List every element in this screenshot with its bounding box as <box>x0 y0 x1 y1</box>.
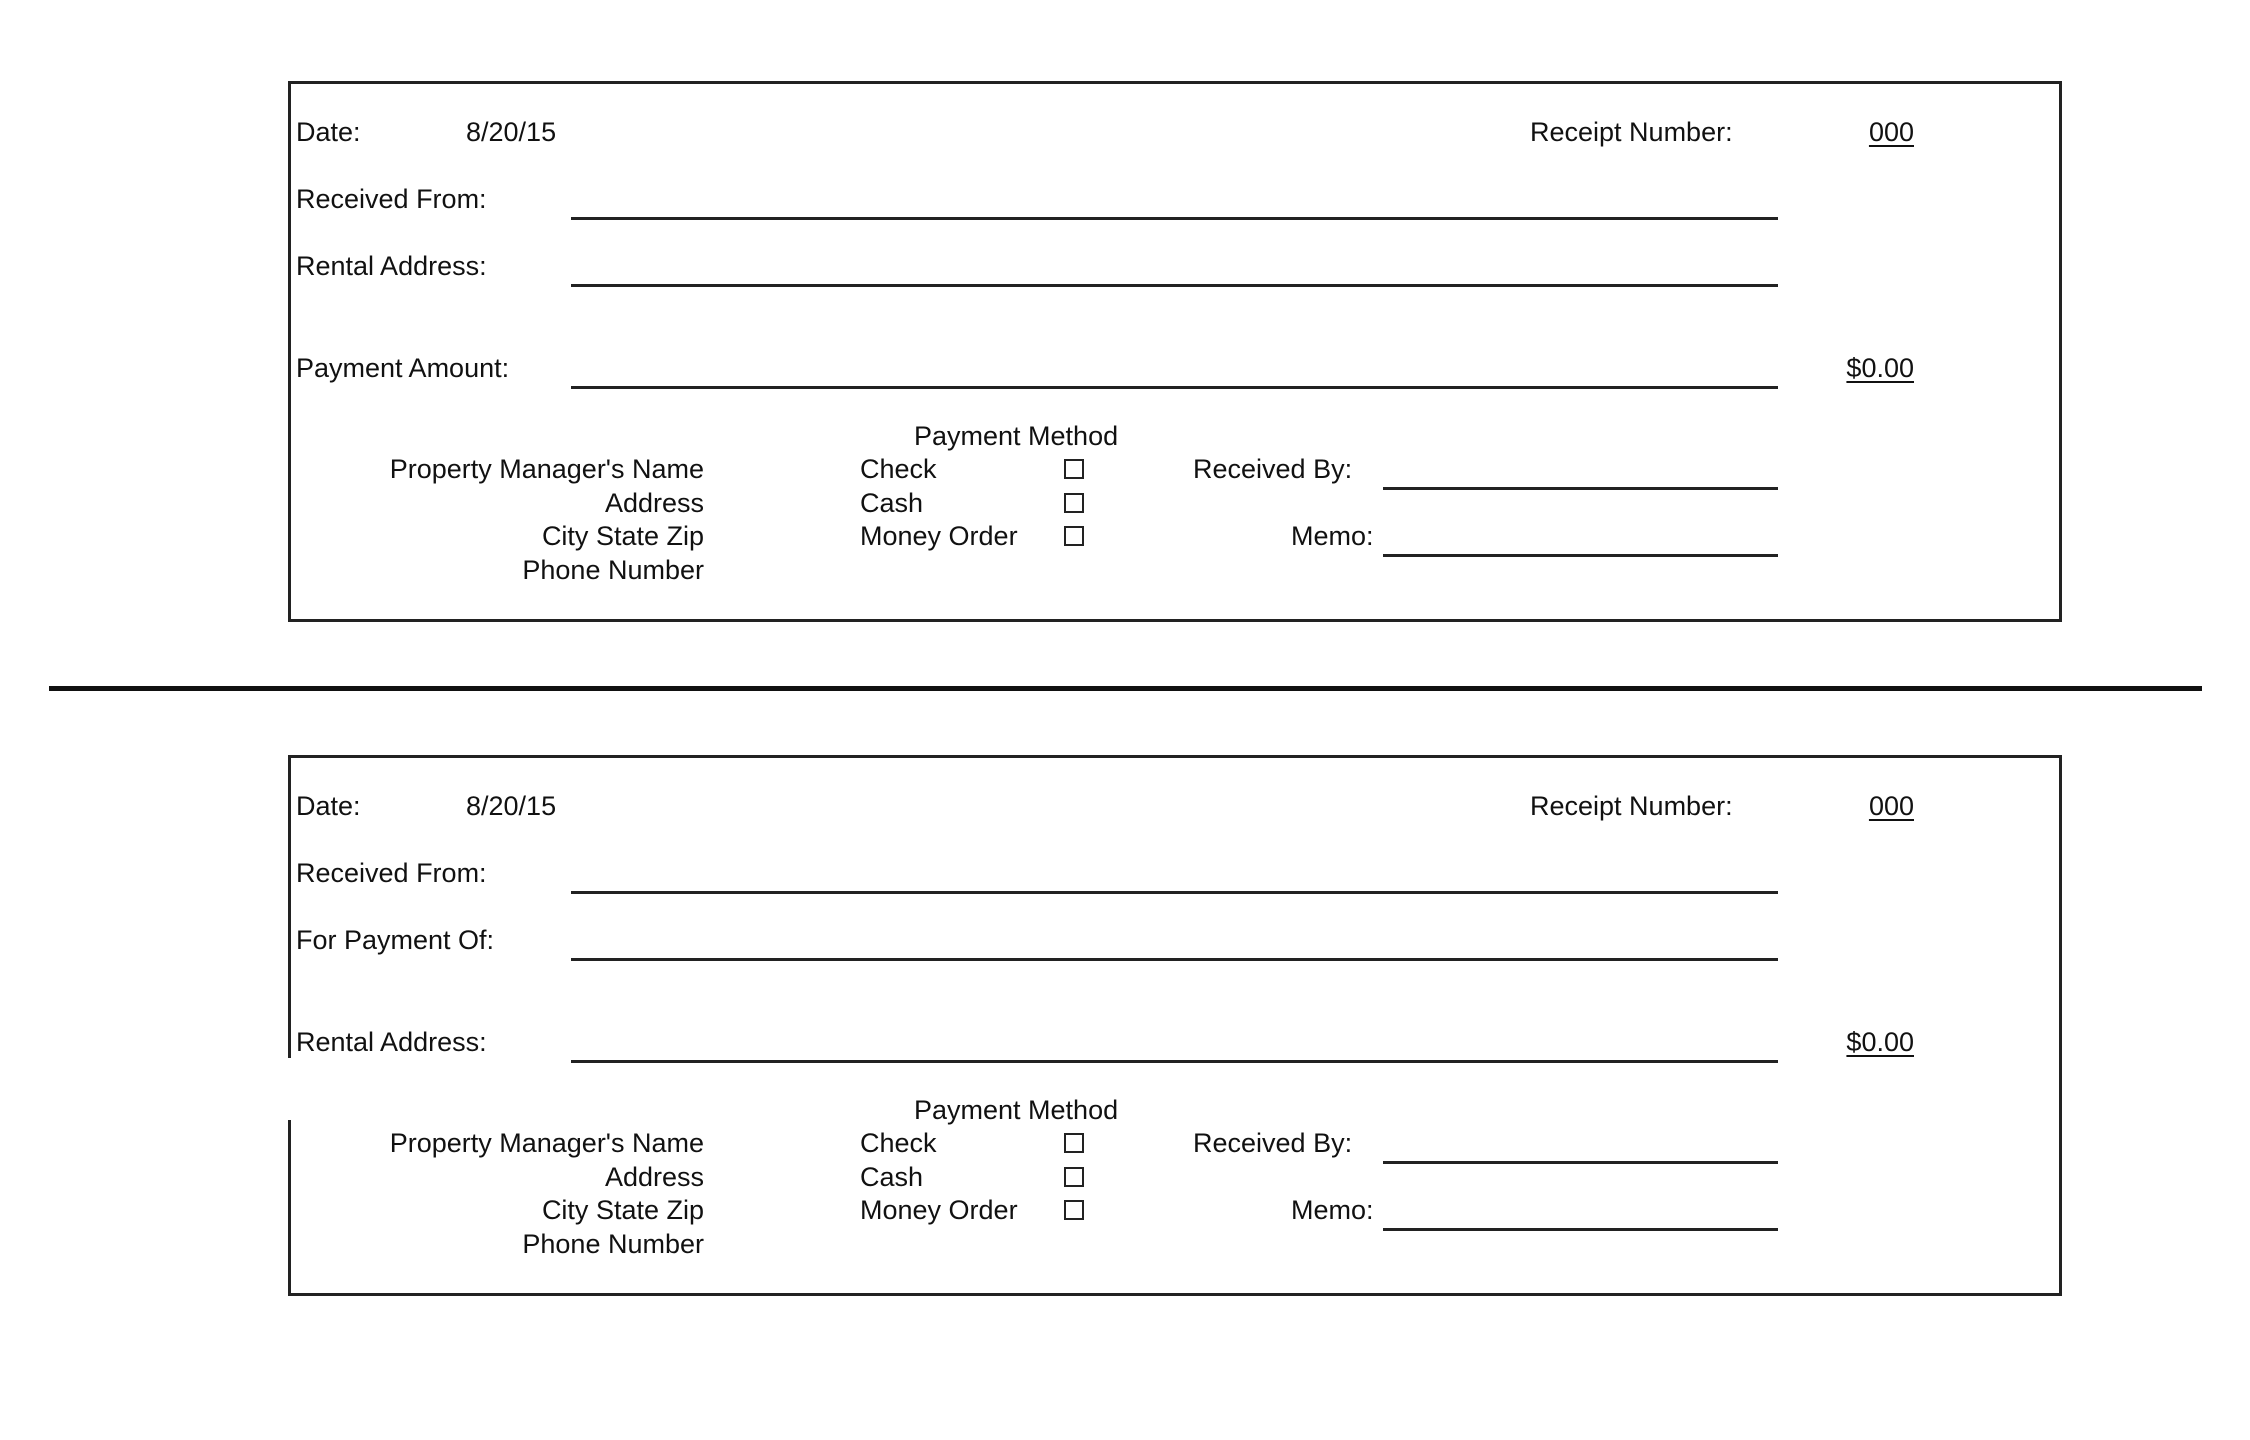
manager-address: Address <box>604 488 704 518</box>
money-order-checkbox[interactable] <box>1064 526 1084 546</box>
date-label: Date: <box>296 791 361 821</box>
cut-line <box>49 686 2202 691</box>
manager-city-state-zip: City State Zip <box>541 521 704 551</box>
date-label: Date: <box>296 117 361 147</box>
manager-phone: Phone Number <box>522 555 704 585</box>
amount-value[interactable]: $0.00 <box>1846 1027 1914 1057</box>
received-by-label: Received By: <box>1193 454 1353 484</box>
method-check-label: Check <box>860 454 937 484</box>
date-value[interactable]: 8/20/15 <box>466 791 557 821</box>
manager-name: Property Manager's Name <box>389 454 704 484</box>
check-checkbox[interactable] <box>1064 459 1084 479</box>
rental-address-label: Rental Address: <box>296 1027 487 1057</box>
method-money-order-label: Money Order <box>860 1195 1018 1225</box>
check-checkbox[interactable] <box>1064 1133 1084 1153</box>
payment-method-heading: Payment Method <box>914 421 1119 451</box>
manager-name: Property Manager's Name <box>389 1128 704 1158</box>
receipt-number-label: Receipt Number: <box>1530 117 1733 147</box>
manager-address: Address <box>604 1162 704 1192</box>
receipt-number-label: Receipt Number: <box>1530 791 1733 821</box>
for-payment-of-field[interactable] <box>571 958 1778 961</box>
received-from-label: Received From: <box>296 184 487 214</box>
received-from-label: Received From: <box>296 858 487 888</box>
received-from-field[interactable] <box>571 217 1778 220</box>
amount-value[interactable]: $0.00 <box>1846 353 1914 383</box>
cash-checkbox[interactable] <box>1064 1167 1084 1187</box>
receipt-bottom <box>288 755 2062 1296</box>
method-cash-label: Cash <box>860 488 924 518</box>
receipt-top <box>288 81 2062 622</box>
memo-field[interactable] <box>1383 554 1778 557</box>
memo-field[interactable] <box>1383 1228 1778 1231</box>
manager-phone: Phone Number <box>522 1229 704 1259</box>
payment-amount-label: Payment Amount: <box>296 353 510 383</box>
rental-address-label: Rental Address: <box>296 251 487 281</box>
manager-city-state-zip: City State Zip <box>541 1195 704 1225</box>
date-value[interactable]: 8/20/15 <box>466 117 557 147</box>
method-check-label: Check <box>860 1128 937 1158</box>
received-by-field[interactable] <box>1383 1161 1778 1164</box>
receipt-number-value[interactable]: 000 <box>1868 791 1914 821</box>
money-order-checkbox[interactable] <box>1064 1200 1084 1220</box>
memo-label: Memo: <box>1291 521 1374 551</box>
border-gap <box>287 1058 293 1120</box>
payment-method-heading: Payment Method <box>914 1095 1119 1125</box>
payment-amount-field[interactable] <box>571 386 1778 389</box>
received-by-label: Received By: <box>1193 1128 1353 1158</box>
received-from-field[interactable] <box>571 891 1778 894</box>
receipt-number-value[interactable]: 000 <box>1868 117 1914 147</box>
memo-label: Memo: <box>1291 1195 1374 1225</box>
method-cash-label: Cash <box>860 1162 924 1192</box>
received-by-field[interactable] <box>1383 487 1778 490</box>
method-money-order-label: Money Order <box>860 521 1018 551</box>
for-payment-of-label: For Payment Of: <box>296 925 495 955</box>
rental-address-field[interactable] <box>571 284 1778 287</box>
cash-checkbox[interactable] <box>1064 493 1084 513</box>
rental-address-field[interactable] <box>571 1060 1778 1063</box>
